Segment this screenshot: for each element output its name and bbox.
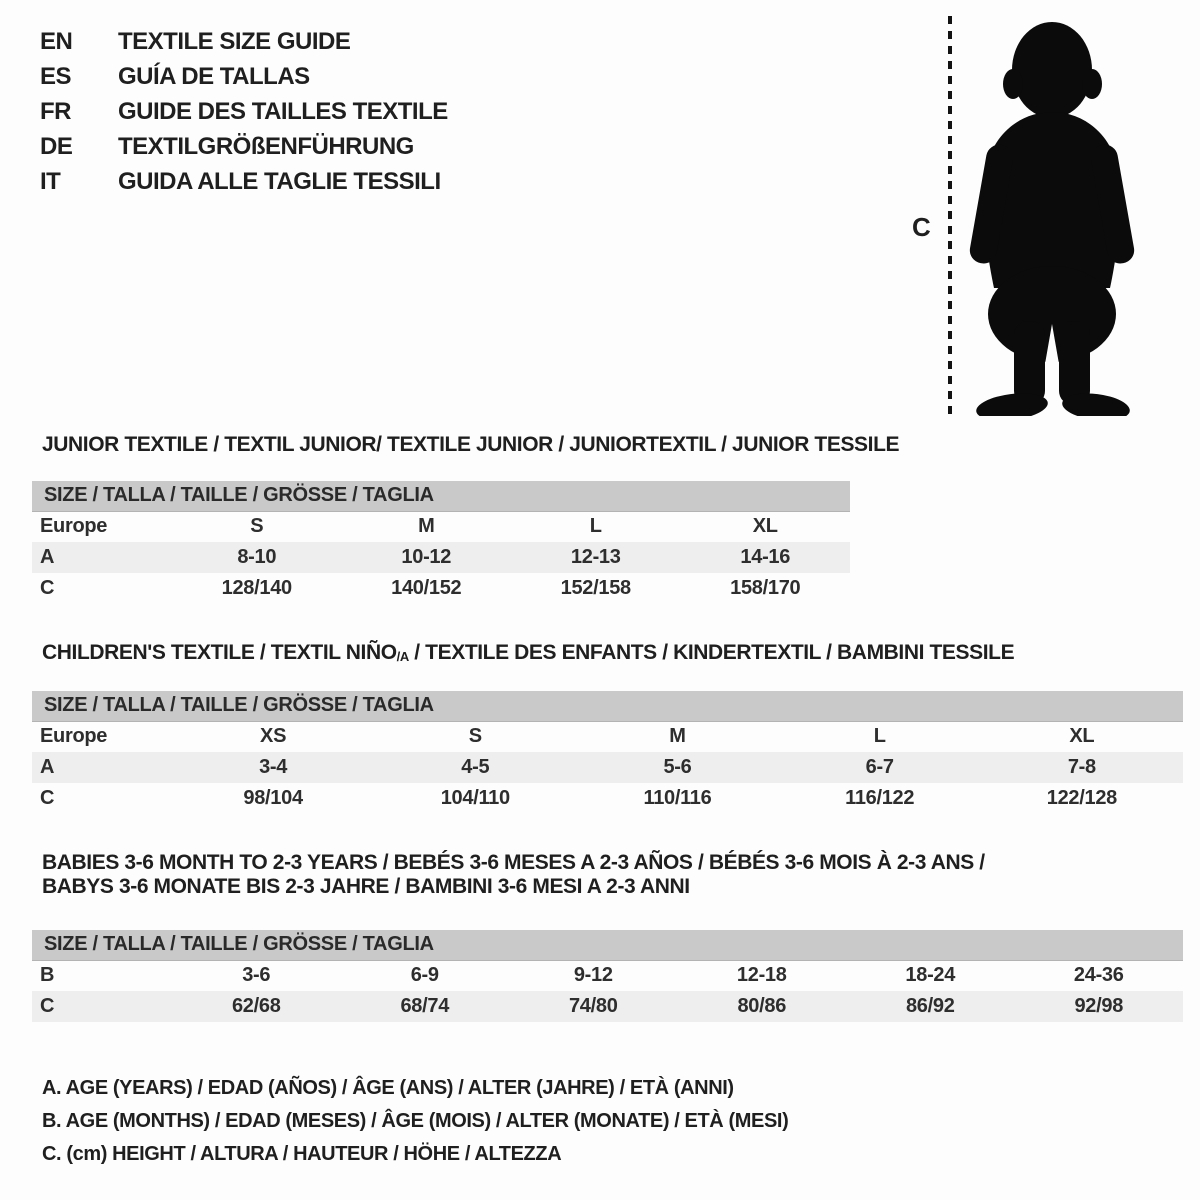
table-cell: 10-12 [342, 542, 512, 573]
table-cell: 8-10 [172, 542, 342, 573]
table-cell: 128/140 [221, 577, 292, 599]
table-cell: 6-7 [779, 752, 981, 783]
lang-title-es: GUÍA DE TALLAS [118, 63, 310, 90]
section-title-children [42, 641, 1200, 667]
height-measure-label: C [912, 212, 931, 242]
table-cell: 14-16 [681, 542, 851, 573]
section-title-babies-line2: BABYS 3-6 MONATE BIS 2-3 JAHRE / BAMBINI 3-6 MESI A 2-3 ANNI [42, 875, 690, 898]
table-cell: 4-5 [374, 752, 576, 783]
row-label: C [32, 991, 172, 1022]
table-row [32, 542, 850, 573]
table-row [32, 960, 1183, 991]
lang-code-de: DE [40, 133, 73, 160]
section-children-textile [0, 641, 1200, 814]
table-row [32, 991, 1183, 1022]
table-cell: L [589, 515, 602, 538]
table-row [32, 930, 1183, 960]
table-cell: 6-9 [410, 964, 439, 987]
table-row [32, 752, 1183, 783]
junior-size-table [32, 481, 850, 604]
lang-code-it: IT [40, 168, 61, 195]
table-cell: 68/74 [341, 991, 510, 1022]
children-title-prefix: CHILDREN'S TEXTILE / TEXTIL NIÑO [42, 641, 397, 664]
section-babies-textile [0, 851, 1200, 1022]
row-label: B [40, 964, 55, 987]
table-cell: 140/152 [391, 577, 462, 599]
table-cell: 92/98 [1015, 991, 1184, 1022]
language-title-list [40, 30, 448, 193]
table-cell: 3-6 [242, 964, 271, 987]
lang-code-en: EN [40, 28, 73, 55]
table-row [32, 481, 850, 511]
table-cell: 122/128 [1046, 787, 1117, 809]
lang-title-en: TEXTILE SIZE GUIDE [118, 28, 351, 55]
table-cell: S [250, 515, 264, 538]
legend-line-a: A. AGE (YEARS) / EDAD (AÑOS) / ÂGE (ANS) / ALTER (JAHRE) / ETÀ (ANNI) [42, 1077, 734, 1099]
lang-title-fr: GUIDE DES TAILLES TEXTILE [118, 98, 448, 125]
table-row [32, 691, 1183, 721]
toddler-silhouette-icon [966, 16, 1138, 416]
table-cell: 24-36 [1073, 964, 1124, 987]
table-cell: 3-4 [172, 752, 374, 783]
table-row [32, 721, 1183, 752]
row-label: C [40, 577, 55, 599]
babies-size-table [32, 930, 1183, 1022]
legend-line-c: C. (cm) HEIGHT / ALTURA / HAUTEUR / HÖHE / ALTEZZA [42, 1143, 562, 1165]
table-row [32, 511, 850, 542]
row-label: A [32, 542, 172, 573]
row-label: Europe [40, 725, 108, 748]
table-cell: 152/158 [560, 577, 631, 599]
table-cell: 80/86 [678, 991, 847, 1022]
table-cell: XL [1069, 725, 1095, 748]
table-cell: M [418, 515, 435, 538]
lang-code-fr: FR [40, 98, 71, 125]
table-cell: M [669, 725, 686, 748]
table-row [32, 783, 1183, 814]
table-cell: 12-13 [511, 542, 681, 573]
row-label: C [40, 787, 55, 809]
table-cell: 12-18 [736, 964, 787, 987]
legend-line-b: B. AGE (MONTHS) / EDAD (MESES) / ÂGE (MOIS) / ALTER (MONATE) / ETÀ (MESI) [42, 1110, 789, 1132]
table-cell: 7-8 [981, 752, 1183, 783]
section-title-babies-line1: BABIES 3-6 MONTH TO 2-3 YEARS / BEBÉS 3-6 MESES A 2-3 AÑOS / BÉBÉS 3-6 MOIS À 2-3 ANS / [42, 851, 985, 874]
row-label: Europe [40, 515, 108, 538]
table-cell: 74/80 [509, 991, 678, 1022]
measure-legend [42, 1072, 788, 1171]
table-cell: 158/170 [730, 577, 801, 599]
table-cell: S [468, 725, 482, 748]
children-size-table [32, 691, 1183, 814]
table-cell: XL [752, 515, 778, 538]
size-header-cell: SIZE / TALLA / TAILLE / GRÖSSE / TAGLIA [32, 481, 850, 511]
table-row [32, 573, 850, 604]
table-cell: 116/122 [845, 787, 915, 809]
table-cell: XS [260, 725, 287, 748]
table-cell: 18-24 [905, 964, 956, 987]
table-cell: 62/68 [172, 991, 341, 1022]
section-junior-textile [0, 433, 1200, 604]
lang-title-de: TEXTILGRÖßENFÜHRUNG [118, 133, 414, 160]
section-title-junior: JUNIOR TEXTILE / TEXTIL JUNIOR/ TEXTILE JUNIOR / JUNIORTEXTIL / JUNIOR TESSILE [42, 433, 900, 456]
children-title-subscript: /A [396, 649, 409, 664]
height-dashed-line [948, 16, 952, 416]
size-header-cell: SIZE / TALLA / TAILLE / GRÖSSE / TAGLIA [32, 691, 1183, 721]
table-cell: 104/110 [440, 787, 510, 809]
size-header-cell: SIZE / TALLA / TAILLE / GRÖSSE / TAGLIA [32, 930, 1183, 960]
table-cell: 5-6 [576, 752, 778, 783]
table-cell: 110/116 [643, 787, 712, 809]
children-title-suffix: / TEXTILE DES ENFANTS / KINDERTEXTIL / BAMBINI TESSILE [408, 641, 1015, 664]
row-label: A [32, 752, 172, 783]
table-cell: 98/104 [243, 787, 303, 809]
lang-title-it: GUIDA ALLE TAGLIE TESSILI [118, 168, 441, 195]
lang-code-es: ES [40, 63, 72, 90]
table-cell: L [873, 725, 886, 748]
table-cell: 86/92 [846, 991, 1015, 1022]
table-cell: 9-12 [573, 964, 613, 987]
